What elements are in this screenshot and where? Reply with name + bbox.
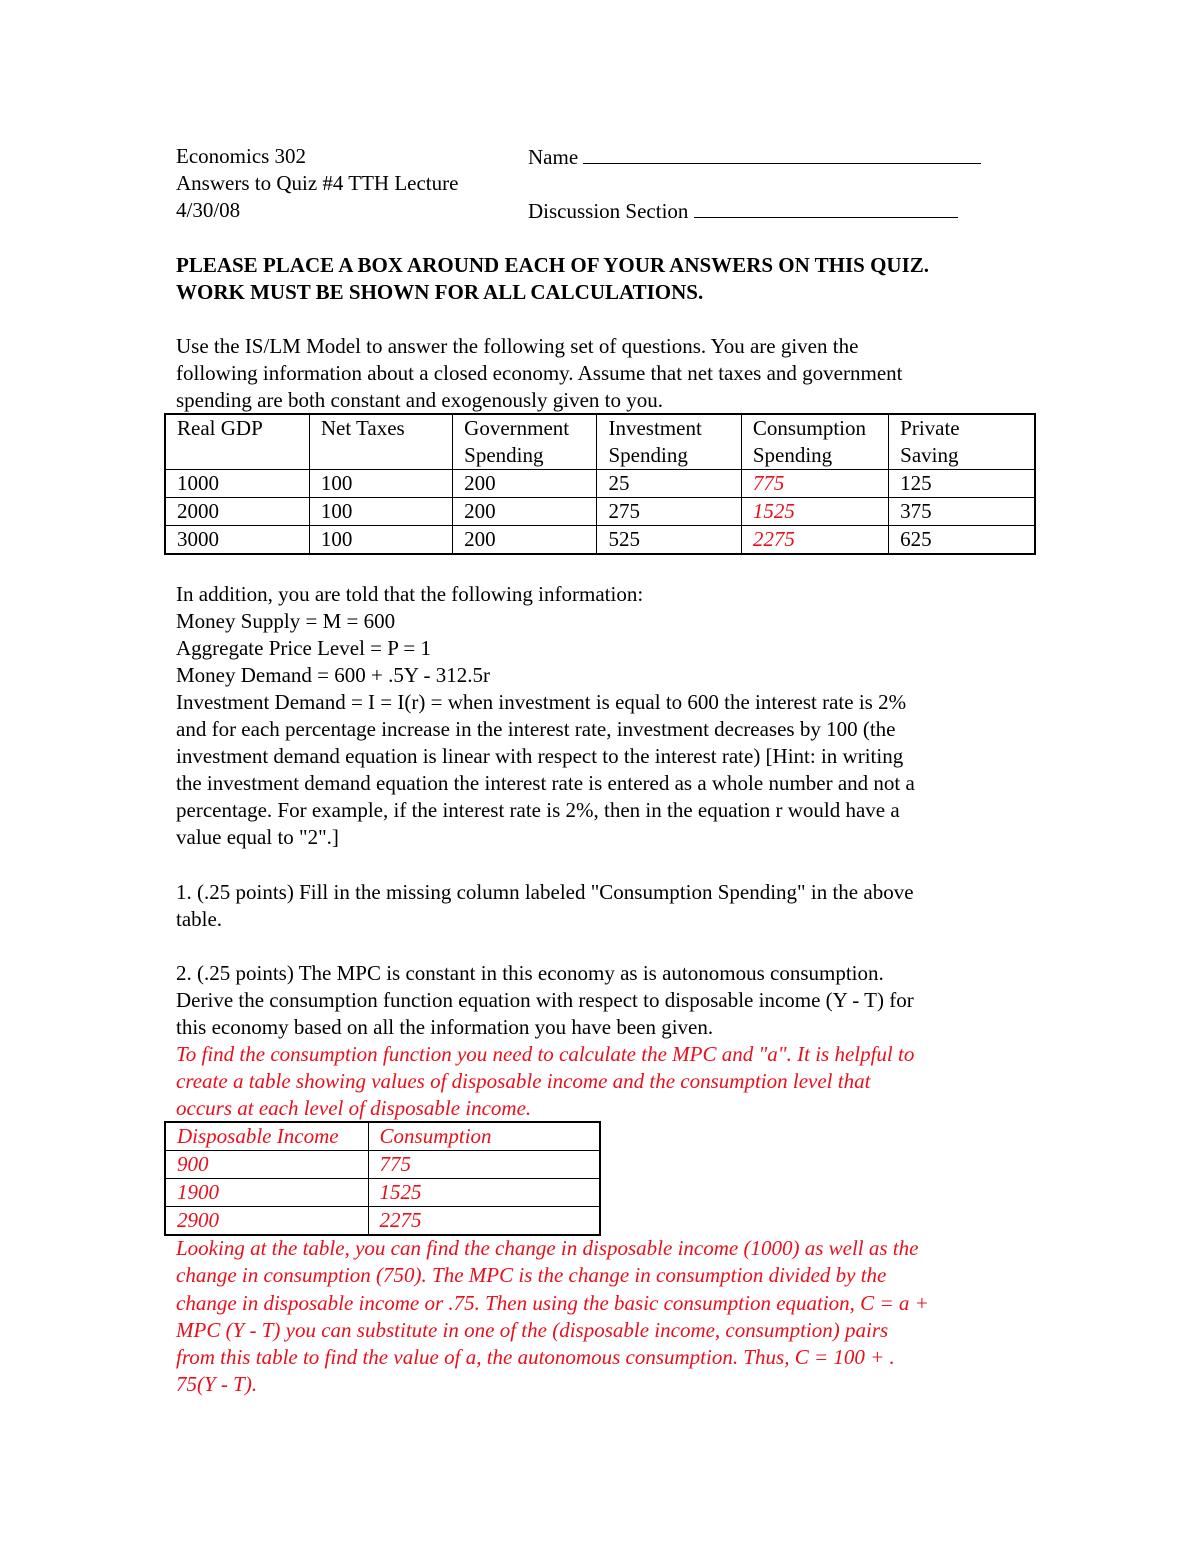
cell-investment-spending: 25 [597, 470, 741, 498]
quiz-date: 4/30/08 [176, 198, 241, 222]
answer-2-line-5: change in consumption (750). The MPC is the change in consumption divided by the [176, 1263, 887, 1287]
answer-2-line-1: To find the consumption function you need to calculate the MPC and "a". It is helpful to [176, 1042, 915, 1066]
question-1-line-2: table. [176, 907, 223, 931]
cell-consumption-spending: 775 [741, 470, 888, 498]
table-row [165, 1179, 600, 1207]
quiz-title: Answers to Quiz #4 TTH Lecture [176, 171, 459, 195]
section-label: Discussion Section [528, 199, 689, 223]
info-line-10: value equal to "2".] [176, 825, 339, 849]
cell-private-saving: 125 [889, 470, 1035, 498]
question-1-line-1: 1. (.25 points) Fill in the missing column labeled "Consumption Spending" in the above [176, 880, 914, 904]
table-row [165, 1151, 600, 1179]
question-2-line-2: Derive the consumption function equation with respect to disposable income (Y - T) for [176, 988, 914, 1012]
answer-2-line-2: create a table showing values of disposable income and the consumption level that [176, 1069, 871, 1093]
cell-net-taxes: 100 [309, 498, 452, 526]
question-2-line-1: 2. (.25 points) The MPC is constant in this economy as is autonomous consumption. [176, 961, 884, 985]
header-investment-spending: Investment Spending [597, 414, 741, 470]
info-investment-demand: Investment Demand = I = I(r) = when investment is equal to 600 the interest rate is 2% [176, 690, 907, 714]
disposable-income-table [164, 1121, 601, 1236]
table-row [165, 498, 1035, 526]
intro-line-3: spending are both constant and exogenously given to you. [176, 388, 663, 412]
intro-line-1: Use the IS/LM Model to answer the following set of questions. You are given the [176, 334, 859, 358]
cell-investment-spending: 275 [597, 498, 741, 526]
table-row [165, 526, 1035, 555]
name-blank[interactable] [583, 143, 981, 164]
cell-government-spending: 200 [453, 526, 597, 555]
header-consumption-spending: Consumption Spending [741, 414, 888, 470]
header-government-spending: Government Spending [453, 414, 597, 470]
table-row [165, 1207, 600, 1236]
cell-net-taxes: 100 [309, 470, 452, 498]
answer-2-line-6: change in disposable income or .75. Then using the basic consumption equation, C = a + [176, 1291, 929, 1315]
cell-real-gdp: 1000 [165, 470, 309, 498]
cell-investment-spending: 525 [597, 526, 741, 555]
intro-line-2: following information about a closed economy. Assume that net taxes and government [176, 361, 903, 385]
cell-private-saving: 375 [889, 498, 1035, 526]
info-line-6: and for each percentage increase in the interest rate, investment decreases by 100 (the [176, 717, 896, 741]
section-field [528, 197, 958, 225]
section-blank[interactable] [694, 197, 958, 218]
name-field [528, 143, 981, 171]
question-2-line-3: this economy based on all the information you have been given. [176, 1015, 714, 1039]
cell-disposable-income: 900 [165, 1151, 368, 1179]
cell-consumption: 1525 [368, 1179, 600, 1207]
info-line-7: investment demand equation is linear with respect to the interest rate) [Hint: in writing [176, 744, 904, 768]
name-label: Name [528, 145, 579, 169]
header-real-gdp: Real GDP [165, 414, 309, 470]
cell-government-spending: 200 [453, 498, 597, 526]
answer-2-line-4: Looking at the table, you can find the change in disposable income (1000) as well as the [176, 1236, 919, 1260]
economy-data-table [164, 413, 1036, 555]
cell-disposable-income: 2900 [165, 1207, 368, 1236]
cell-private-saving: 625 [889, 526, 1035, 555]
cell-consumption: 775 [368, 1151, 600, 1179]
answer-2-line-3: occurs at each level of disposable income. [176, 1096, 532, 1120]
instructions-line-2: WORK MUST BE SHOWN FOR ALL CALCULATIONS. [176, 280, 704, 304]
header-private-saving: Private Saving [889, 414, 1035, 470]
info-price-level: Aggregate Price Level = P = 1 [176, 636, 431, 660]
cell-real-gdp: 2000 [165, 498, 309, 526]
cell-consumption: 2275 [368, 1207, 600, 1236]
cell-government-spending: 200 [453, 470, 597, 498]
info-money-demand: Money Demand = 600 + .5Y - 312.5r [176, 663, 490, 687]
course-title: Economics 302 [176, 144, 307, 168]
cell-consumption-spending: 1525 [741, 498, 888, 526]
table-header-row [165, 414, 1035, 470]
table-row [165, 470, 1035, 498]
cell-disposable-income: 1900 [165, 1179, 368, 1207]
header-consumption: Consumption [368, 1122, 600, 1151]
answer-2-line-7: MPC (Y - T) you can substitute in one of the (disposable income, consumption) pairs [176, 1318, 889, 1342]
cell-net-taxes: 100 [309, 526, 452, 555]
info-money-supply: Money Supply = M = 600 [176, 609, 396, 633]
instructions-line-1: PLEASE PLACE A BOX AROUND EACH OF YOUR ANSWERS ON THIS QUIZ. [176, 253, 930, 277]
table-header-row [165, 1122, 600, 1151]
cell-consumption-spending: 2275 [741, 526, 888, 555]
header-net-taxes: Net Taxes [309, 414, 452, 470]
info-line-1: In addition, you are told that the following information: [176, 582, 644, 606]
answer-2-line-8: from this table to find the value of a, the autonomous consumption. Thus, C = 100 + . [176, 1345, 895, 1369]
answer-2-line-9: 75(Y - T). [176, 1372, 258, 1396]
info-line-9: percentage. For example, if the interest rate is 2%, then in the equation r would have a [176, 798, 900, 822]
info-line-8: the investment demand equation the interest rate is entered as a whole number and not a [176, 771, 915, 795]
cell-real-gdp: 3000 [165, 526, 309, 555]
header-disposable-income: Disposable Income [165, 1122, 368, 1151]
